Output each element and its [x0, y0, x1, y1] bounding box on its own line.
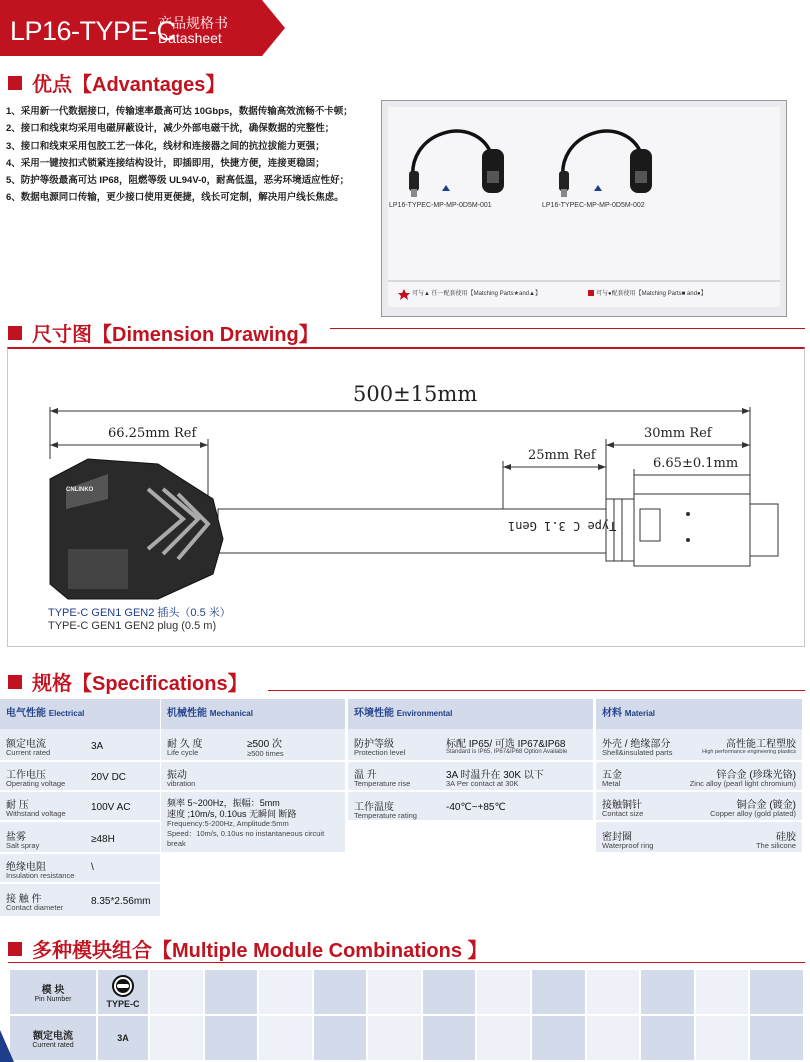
spec-mechanical: [161, 699, 345, 854]
cable-print: Type C 3.1 Gen1: [508, 519, 617, 533]
module-type-c-cell: TYPE-C: [97, 969, 149, 1015]
spec-header: 机械性能 Mechanical: [161, 699, 345, 729]
advantage-item: 4、采用一键按扣式锁紧连接结构设计，即插即用，快捷方便，连接更稳固；: [6, 157, 325, 169]
section-square-icon: [8, 76, 22, 90]
spec-row: 温 升 Temperature rise 3A 时温升在 30K 以下 3A Per contact at 30K: [348, 762, 593, 792]
legend-matching-1: 可与▲ 任一配套使用【Matching Parts★and▲】: [412, 291, 541, 297]
module-table: [8, 968, 805, 1062]
spec-row: 频率 5~200Hz，振幅：5mm 速度 ;10m/s, 0.10us 无瞬间 断路 Frequency:5-200Hz, Amplitude:5mm Speed：10m/s, 0.10us no instantaneous circuit break: [161, 792, 345, 854]
spec-row: 耐 压 Withstand voltage 100V AC: [0, 792, 160, 822]
dimension-drawing: [7, 347, 805, 647]
spec-environmental: [348, 699, 593, 822]
cable-illustration: [382, 101, 788, 318]
section-dimension: 尺寸图【Dimension Drawing】: [8, 318, 319, 347]
corner-accent: [0, 1030, 14, 1062]
dim-tip: 6.65±0.1mm: [653, 456, 739, 471]
part-number-1: LP16-TYPEC-MP-MP-0D5M-001: [389, 202, 492, 209]
spec-electrical: [0, 699, 160, 918]
section-rule: [268, 690, 805, 691]
drawing-caption-cn: TYPE-C GEN1 GEN2 插头（0.5 米）: [48, 607, 231, 619]
dim-right: 30mm Ref: [644, 426, 712, 441]
spec-row: 密封圈 Waterproof ring 硅胶 The silicone: [596, 822, 802, 854]
spec-row: 接 触 件 Contact diameter 8.35*2.56mm: [0, 884, 160, 918]
datasheet-en: Datasheet: [158, 30, 222, 46]
section-square-icon: [8, 675, 22, 689]
plug-brand: CNLINKO: [66, 487, 94, 493]
dim-mid: 25mm Ref: [528, 448, 596, 463]
spec-header: 电气性能 Electrical: [0, 699, 160, 729]
dim-left: 66.25mm Ref: [108, 426, 197, 441]
advantage-item: 3、接口和线束采用包胶工艺一体化，线材和连接器之间的抗拉拔能力更强；: [6, 140, 325, 152]
module-label-cell: 模 块 Pin Number: [9, 969, 97, 1015]
section-square-icon: [8, 942, 22, 956]
section-rule: [330, 328, 805, 329]
spec-header: 材料 Material: [596, 699, 802, 729]
section-modules: 多种模块组合【Multiple Module Combinations 】: [8, 934, 488, 963]
advantage-item: 1、采用新一代数据接口，传输速率最高可达 10Gbps，数据传输高效流畅不卡顿；: [6, 106, 353, 117]
drawing-caption-en: TYPE-C GEN1 GEN2 plug (0.5 m): [48, 620, 217, 632]
dim-total: 500±15mm: [353, 382, 478, 406]
spec-row: 额定电流 Current rated 3A: [0, 729, 160, 762]
current-label-cell: 额定电流 Current rated: [9, 1015, 97, 1061]
section-advantages: 优点【Advantages】: [8, 68, 225, 97]
advantages-list: [6, 103, 376, 207]
spec-row: 防护等级 Protection level 标配 IP65/ 可选 IP67&IP68 Standard is IP65, IP67&IP68 Option Available: [348, 729, 593, 762]
spec-row: 工作温度 Temperature rating -40℃~+85℃: [348, 792, 593, 822]
spec-material: [596, 699, 802, 854]
product-photo: [381, 100, 787, 317]
spec-row: 振动 vibration: [161, 762, 345, 792]
spec-row: 耐 久 度 Life cycle ≥500 次 ≥500 times: [161, 729, 345, 762]
spec-row: 五金 Metal 锌合金 (珍珠光铬) Zinc alloy (pearl light chromium): [596, 762, 802, 792]
advantage-item: 5、防护等级最高可达 IP68，阻燃等级 UL94V-0，耐高低温，恶劣环境适应性好；: [6, 175, 350, 187]
legend-matching-2: 可与●配套使用【Matching Parts■ and●】: [596, 291, 707, 297]
advantage-item: 2、接口和线束均采用电磁屏蔽设计，减少外部电磁干扰，确保数据的完整性；: [6, 123, 335, 135]
spec-header: 环境性能 Environmental: [348, 699, 593, 729]
header: [0, 0, 285, 56]
spec-row: 盐雾 Salt spray ≥48H: [0, 822, 160, 854]
part-number-2: LP16-TYPEC-MP-MP-0D5M-002: [542, 202, 645, 209]
section-square-icon: [8, 326, 22, 340]
datasheet-cn: 产品规格书: [158, 15, 228, 31]
section-rule: [8, 962, 805, 963]
current-value-cell: 3A: [97, 1015, 149, 1061]
spec-row: 工作电压 Operating voltage 20V DC: [0, 762, 160, 792]
advantage-item: 6、数据电源同口传输，更少接口使用更便捷，线长可定制，解决用户线长焦虑。: [6, 192, 344, 204]
product-title: LP16-TYPE-C: [10, 16, 176, 46]
type-c-connector-icon: [112, 975, 134, 997]
section-specifications: 规格【Specifications】: [8, 667, 248, 696]
spec-row: 外壳 / 绝缘部分 Shell&insulated parts 高性能工程塑胶 High performance engineering plastics: [596, 729, 802, 762]
spec-row: 接触铜针 Contact size 铜合金 (镀金) Copper alloy (gold plated): [596, 792, 802, 822]
spec-row: 绝缘电阻 Insulation resistance \: [0, 854, 160, 884]
